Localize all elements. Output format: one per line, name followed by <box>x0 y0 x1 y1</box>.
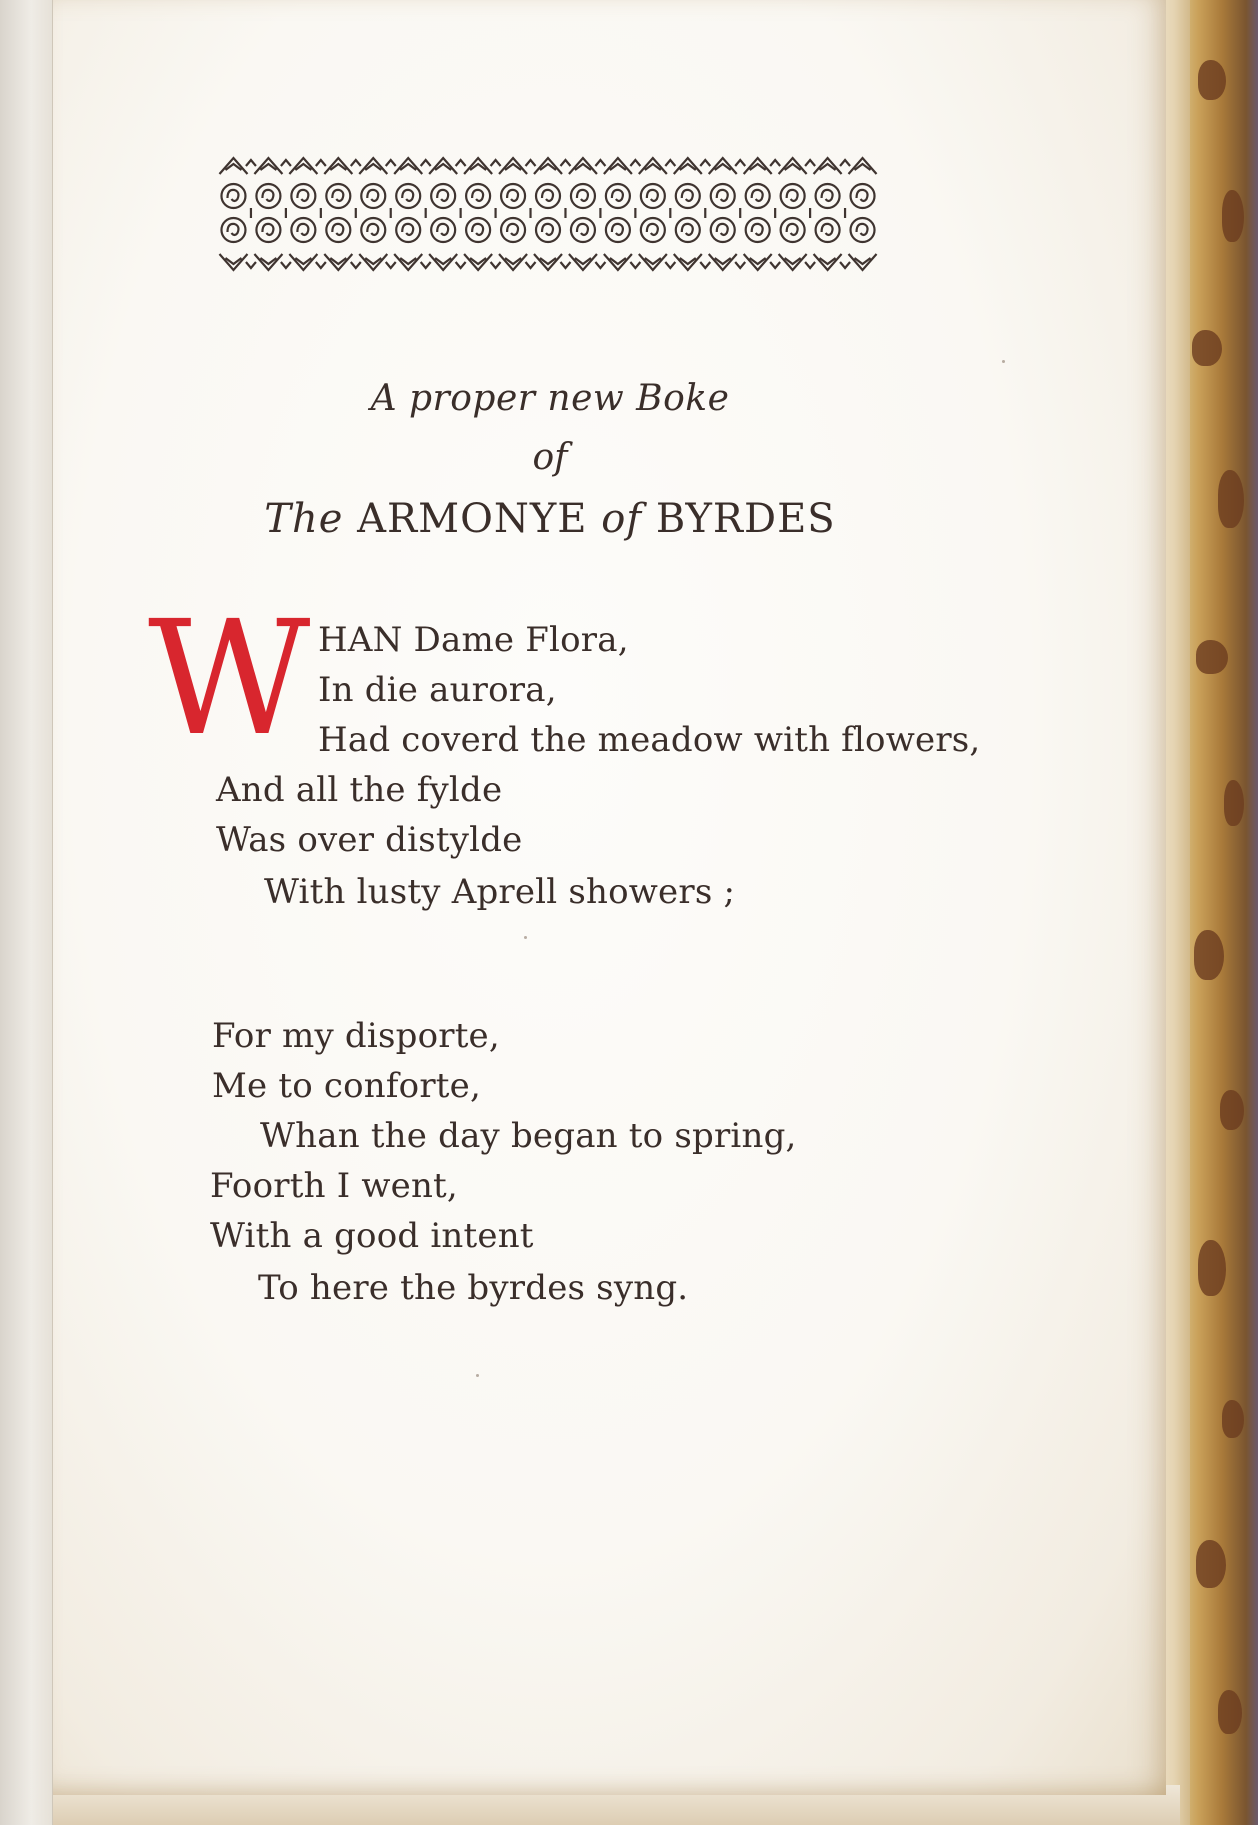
title-line-2: of <box>532 437 568 478</box>
stanza1-line-5: Was over distylde <box>216 820 523 860</box>
stanza2-line-2: Me to conforte, <box>212 1066 481 1106</box>
stanza2-line-1: For my disporte, <box>212 1016 500 1056</box>
title-armonye: ARMONYE <box>357 496 588 542</box>
title-byrdes: BYRDES <box>655 496 836 542</box>
stanza1-line-4: And all the fylde <box>216 770 503 810</box>
stanza2-line-3: Whan the day began to spring, <box>260 1116 797 1156</box>
stanza1-line-3: Had coverd the meadow with flowers, <box>318 720 981 760</box>
title-line-1: A proper new Boke <box>370 378 730 419</box>
title-of: of <box>601 496 643 542</box>
stanza1-line-2: In die aurora, <box>318 670 557 710</box>
drop-cap: W <box>148 587 311 771</box>
stanza2-line-5: With a good intent <box>210 1216 534 1256</box>
stanza1-line-1: HAN Dame Flora, <box>318 620 629 660</box>
title-the: The <box>264 496 344 542</box>
stanza2-line-4: Foorth I went, <box>210 1166 458 1206</box>
stanza1-line-6: With lusty Aprell showers ; <box>264 872 736 912</box>
stanza2-line-6: To here the byrdes syng. <box>258 1268 689 1308</box>
